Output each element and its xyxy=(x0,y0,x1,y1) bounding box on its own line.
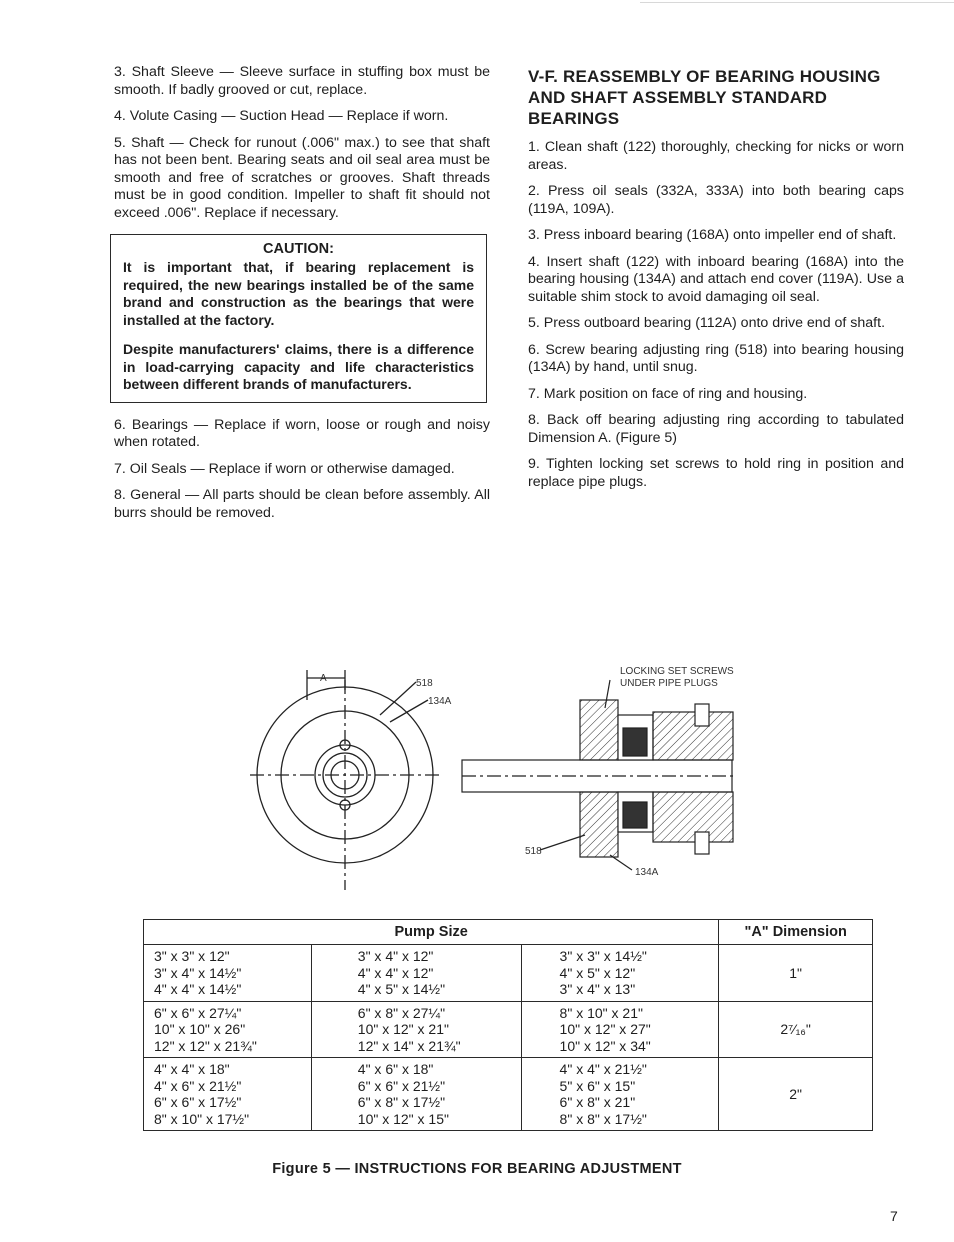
bearing-adjustment-diagram xyxy=(240,660,800,900)
reassembly-step-8: 8. Back off bearing adjusting ring according to tabulated Dimension A. (Figure 5) xyxy=(528,412,904,446)
dimension-table xyxy=(143,919,873,1131)
inspection-item-5: 5. Shaft — Check for runout (.006" max.) to see that shaft has not been bent. Bearing seats and oil seal area must be smooth and free of scratches or grooves. Shaft threads must be in good condition. Impeller to shaft fit should not exceed .006". Replace if necessary. xyxy=(114,134,490,221)
size-cell: 6" x 8" x 27¼" 10" x 12" x 21" 12" x 14" x 21¾" xyxy=(311,1001,521,1058)
right-column xyxy=(528,66,904,500)
reassembly-step-5: 5. Press outboard bearing (112A) onto drive end of shaft. xyxy=(528,315,886,331)
inspection-item-3: 3. Shaft Sleeve — Sleeve surface in stuffing box must be smooth. If badly grooved or cut, replace. xyxy=(114,64,490,98)
size-cell: 4" x 6" x 18" 6" x 6" x 21½" 6" x 8" x 17½" 10" x 12" x 15" xyxy=(311,1058,521,1131)
reassembly-step-1: 1. Clean shaft (122) thoroughly, checking for nicks or worn areas. xyxy=(528,139,904,173)
inspection-item-7: 7. Oil Seals — Replace if worn or otherwise damaged. xyxy=(114,460,455,477)
locking-screws-label-line1: LOCKING SET SCREWS xyxy=(620,666,734,677)
reassembly-step-7: 7. Mark position on face of ring and housing. xyxy=(528,385,808,402)
reassembly-step-6: 6. Screw bearing adjusting ring (518) into bearing housing (134A) by hand, until snug. xyxy=(528,341,904,375)
caution-paragraph-2: Despite manufacturers' claims, there is a difference in load-carrying capacity and life characteristics between different brands of manufacturers. xyxy=(123,341,474,392)
housing-134a-label: 134A xyxy=(428,696,452,707)
reassembly-step-2: 2. Press oil seals (332A, 333A) into both bearing caps (119A, 109A). xyxy=(528,183,904,217)
size-cell: 3" x 4" x 12" 4" x 4" x 12" 4" x 5" x 14½" xyxy=(311,945,521,1002)
end-view xyxy=(250,670,440,890)
inspection-item-6: 6. Bearings — Replace if worn, loose or rough and noisy when rotated. xyxy=(114,416,490,450)
table-row xyxy=(144,1058,873,1131)
page-number: 7 xyxy=(890,1208,898,1224)
section-view xyxy=(462,680,735,870)
a-dimension-cell: 1" xyxy=(719,945,873,1002)
reassembly-step-4: 4. Insert shaft (122) with inboard bearing (168A) into the bearing housing (134A) and attach end cover (119A). Use a suitable shim stock to avoid damaging oil seal. xyxy=(528,253,904,305)
size-cell: 3" x 3" x 12" 3" x 4" x 14½" 4" x 4" x 14½" xyxy=(144,945,312,1002)
caution-title: CAUTION: xyxy=(263,241,334,257)
header-pump-size: Pump Size xyxy=(144,920,719,945)
a-dimension-cell: 2⁷⁄₁₆" xyxy=(719,1001,873,1058)
caution-box xyxy=(110,234,487,403)
table-row xyxy=(144,1001,873,1058)
table-header-row xyxy=(144,920,873,945)
inspection-item-8: 8. General — All parts should be clean before assembly. All burrs should be removed. xyxy=(114,487,490,521)
size-cell: 3" x 3" x 14½" 4" x 5" x 12" 3" x 4" x 13" xyxy=(521,945,719,1002)
reassembly-step-9: 9. Tighten locking set screws to hold ring in position and replace pipe plugs. xyxy=(528,456,904,490)
size-cell: 6" x 6" x 27¼" 10" x 10" x 26" 12" x 12" x 21¾" xyxy=(144,1001,312,1058)
caution-paragraph-1: It is important that, if bearing replacement is required, the new bearings installed be of the same brand and construction as the bearings that were installed at the factory. xyxy=(123,259,474,328)
a-dimension-cell: 2" xyxy=(719,1058,873,1131)
table-row xyxy=(144,945,873,1002)
ring-518-label: 518 xyxy=(416,678,433,689)
figure-caption: Figure 5 — INSTRUCTIONS FOR BEARING ADJUSTMENT xyxy=(272,1161,682,1177)
left-column xyxy=(114,64,490,531)
size-cell: 4" x 4" x 21½" 5" x 6" x 15" 6" x 8" x 21" 8" x 8" x 17½" xyxy=(521,1058,719,1131)
dimension-a-label: A xyxy=(320,673,327,684)
ring-518-section-label: 518 xyxy=(525,846,542,857)
size-cell: 4" x 4" x 18" 4" x 6" x 21½" 6" x 6" x 17½" 8" x 10" x 17½" xyxy=(144,1058,312,1131)
size-cell: 8" x 10" x 21" 10" x 12" x 27" 10" x 12" x 34" xyxy=(521,1001,719,1058)
reassembly-step-3: 3. Press inboard bearing (168A) onto impeller end of shaft. xyxy=(528,227,897,243)
locking-screws-label-line2: UNDER PIPE PLUGS xyxy=(620,678,718,689)
section-heading: V-F. REASSEMBLY OF BEARING HOUSING AND SHAFT ASSEMBLY STANDARD BEARINGS xyxy=(528,67,881,128)
header-a-dimension: "A" Dimension xyxy=(719,920,873,945)
housing-134a-section-label: 134A xyxy=(635,867,659,878)
inspection-item-4: 4. Volute Casing — Suction Head — Replace if worn. xyxy=(114,108,449,124)
top-edge-line xyxy=(640,2,954,3)
